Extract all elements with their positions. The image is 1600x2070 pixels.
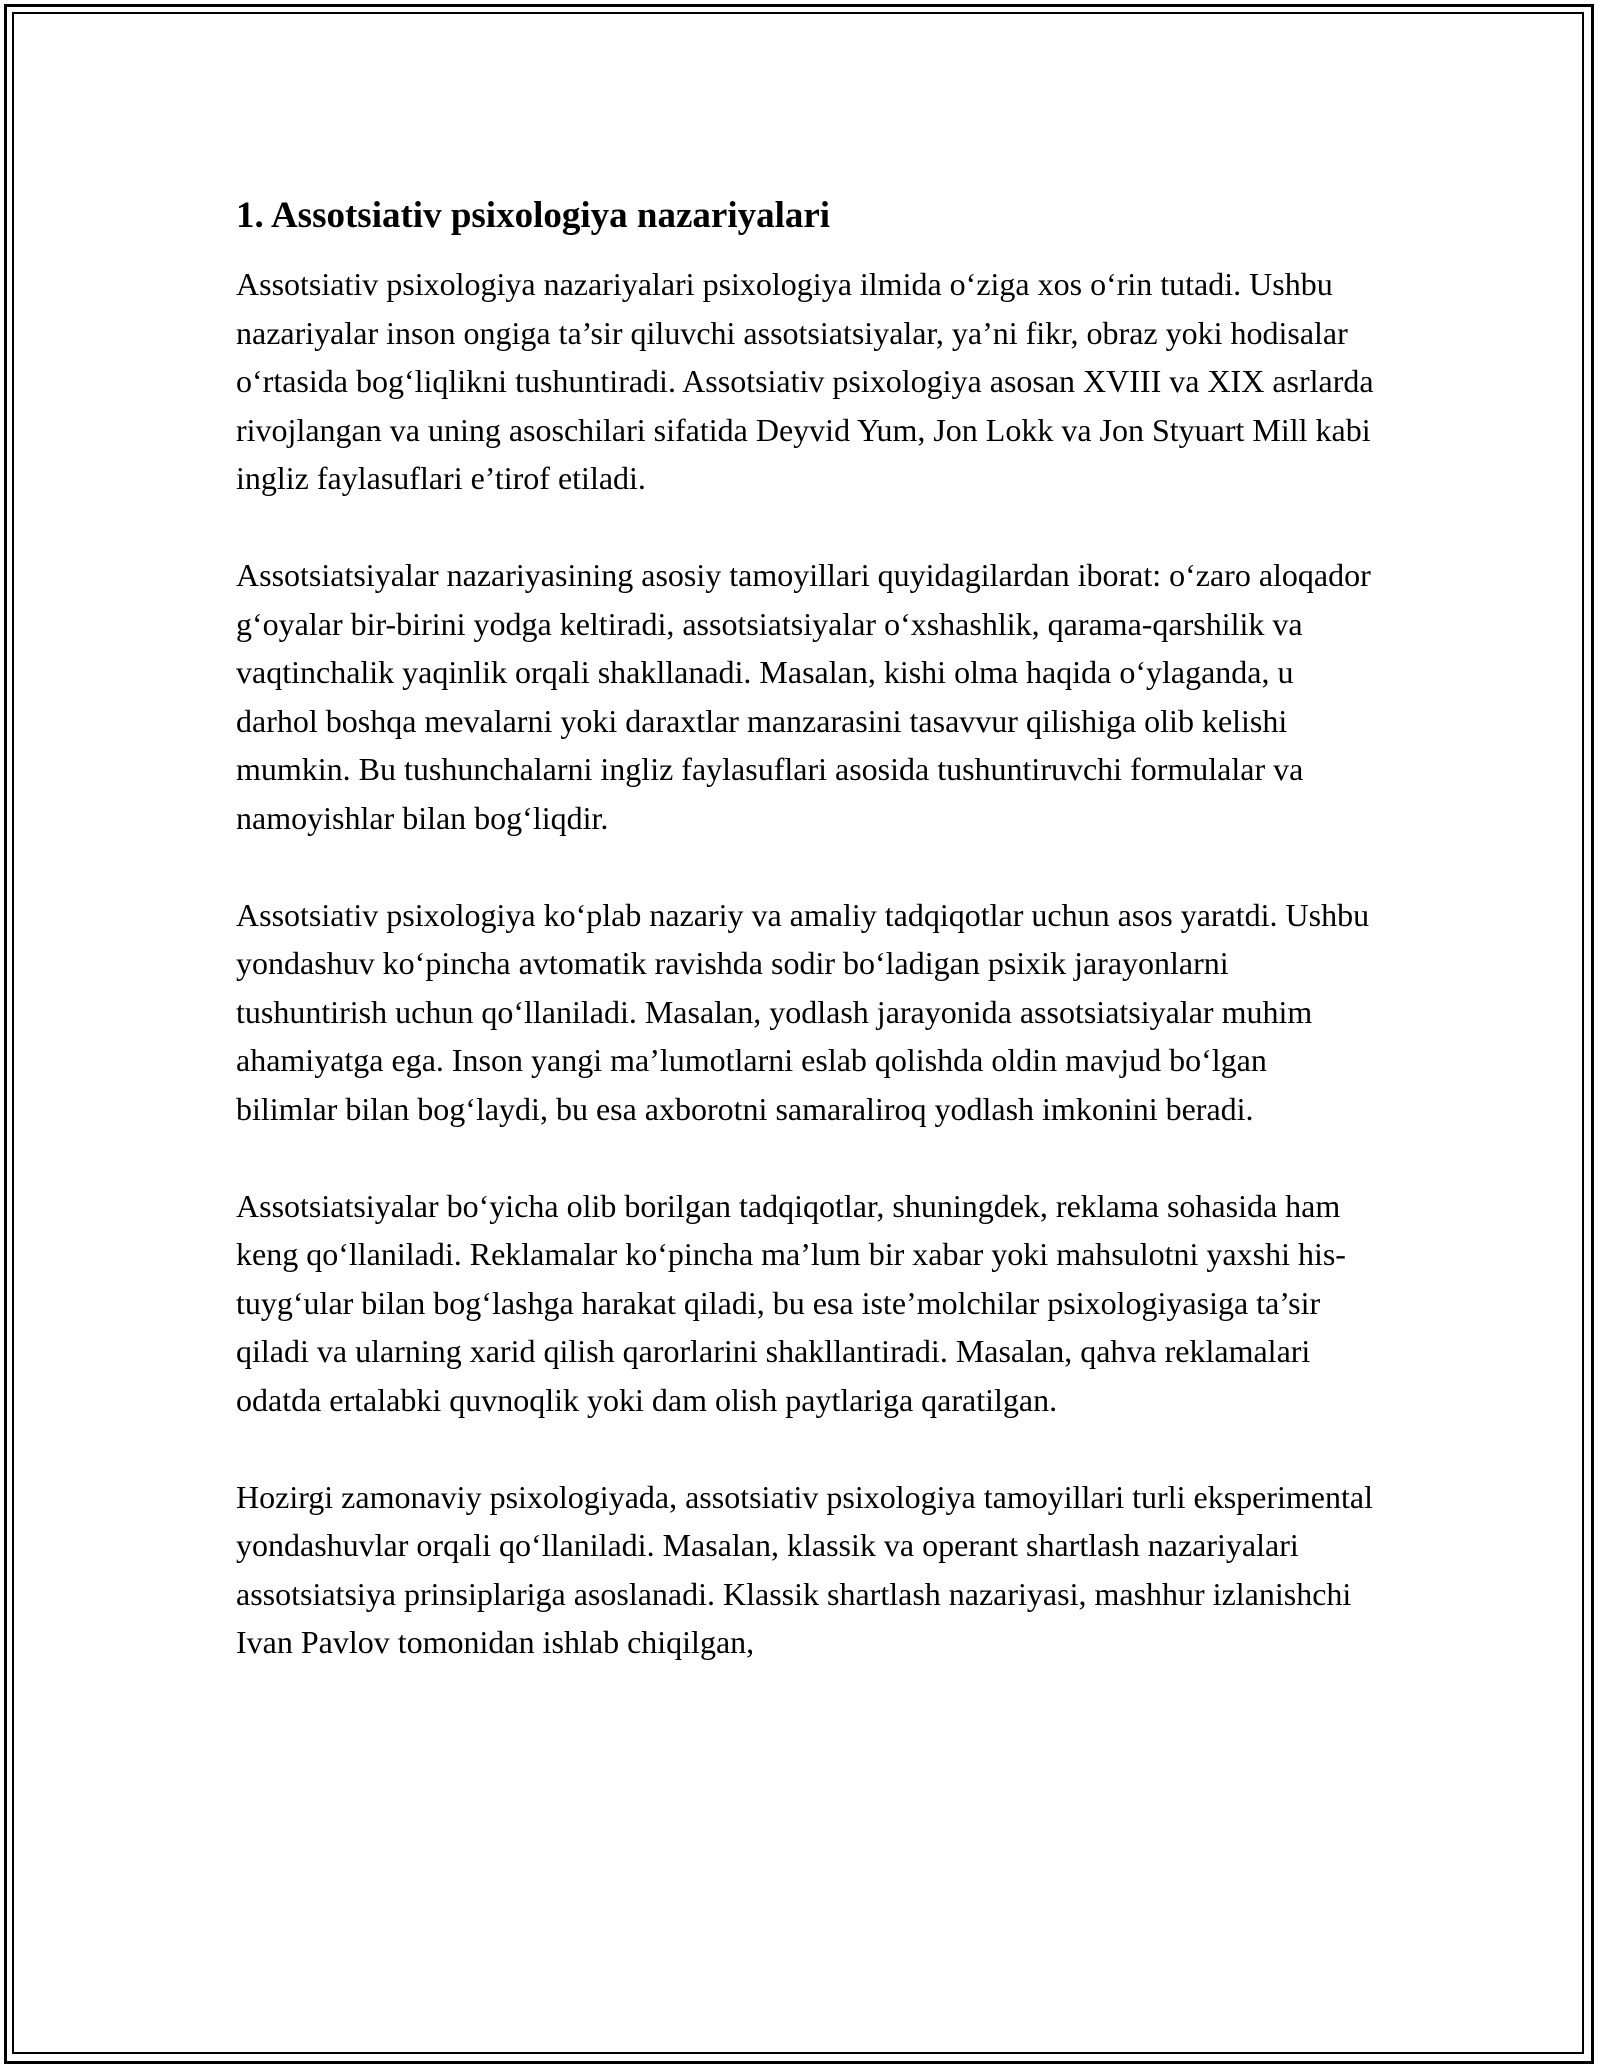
- paragraph-1: Assotsiativ psixologiya nazariyalari psixologiya ilmida o‘ziga xos o‘rin tutadi. Ushbu nazariyalar inson ongiga ta’sir qiluvchi assotsiatsiyalar, ya’ni fikr, obraz yoki hodisalar o‘rtasida bog‘liqlikni tushuntiradi. Assotsiativ psixologiya asosan XVIII va XIX asrlarda rivojlangan va uning asoschilari sifatida Deyvid Yum, Jon Lokk va Jon Styuart Mill kabi ingliz faylasuflari e’tirof etiladi.: [236, 266, 1374, 496]
- paragraph-3: Assotsiativ psixologiya ko‘plab nazariy va amaliy tadqiqotlar uchun asos yaratdi. Ushbu yondashuv ko‘pincha avtomatik ravishda sodir bo‘ladigan psixik jarayonlarni tushuntirish uchun qo‘llaniladi. Masalan, yodlash jarayonida assotsiatsiyalar muhim ahamiyatga ega. Inson yangi ma’lumotlarni eslab qolishda oldin mavjud bo‘lgan bilimlar bilan bog‘laydi, bu esa axborotni samaraliroq yodlash imkonini beradi.: [236, 896, 1370, 1127]
- paragraph-2: Assotsiatsiyalar nazariyasining asosiy tamoyillari quyidagilardan iborat: o‘zaro aloqador g‘oyalar bir-birini yodga keltiradi, assotsiatsiyalar o‘xshashlik, qarama-qarshilik va vaqtinchalik yaqinlik orqali shakllanadi. Masalan, kishi olma haqida o‘ylaganda, u darhol boshqa mevalarni yoki daraxtlar manzarasini tasavvur qilishiga olib kelishi mumkin. Bu tushunchalarni ingliz faylasuflari asosida tushuntiruvchi formulalar va namoyishlar bilan bog‘liqdir.: [236, 557, 1371, 836]
- paragraph-5: Hozirgi zamonaviy psixologiyada, assotsiativ psixologiya tamoyillari turli eksperimental yondashuvlar orqali qo‘llaniladi. Masalan, klassik va operant shartlash nazariyalari assotsiatsiya prinsiplariga asoslanadi. Klassik shartlash nazariyasi, mashhur izlanishchi Ivan Pavlov tomonidan ishlab chiqilgan,: [236, 1478, 1373, 1660]
- paragraph-4: Assotsiatsiyalar bo‘yicha olib borilgan tadqiqotlar, shuningdek, reklama sohasida ham keng qo‘llaniladi. Reklamalar ko‘pincha ma’lum bir xabar yoki mahsulotni yaxshi his-tuyg‘ular bilan bog‘lashga harakat qiladi, bu esa iste’molchilar psixologiyasiga ta’sir qiladi va ularning xarid qilish qarorlarini shakllantiradi. Masalan, qahva reklamalari odatda ertalabki quvnoqlik yoki dam olish paytlariga qaratilgan.: [236, 1187, 1346, 1418]
- document-body: [236, 180, 1376, 1715]
- section-heading: 1. Assotsiativ psixologiya nazariyalari: [236, 195, 831, 236]
